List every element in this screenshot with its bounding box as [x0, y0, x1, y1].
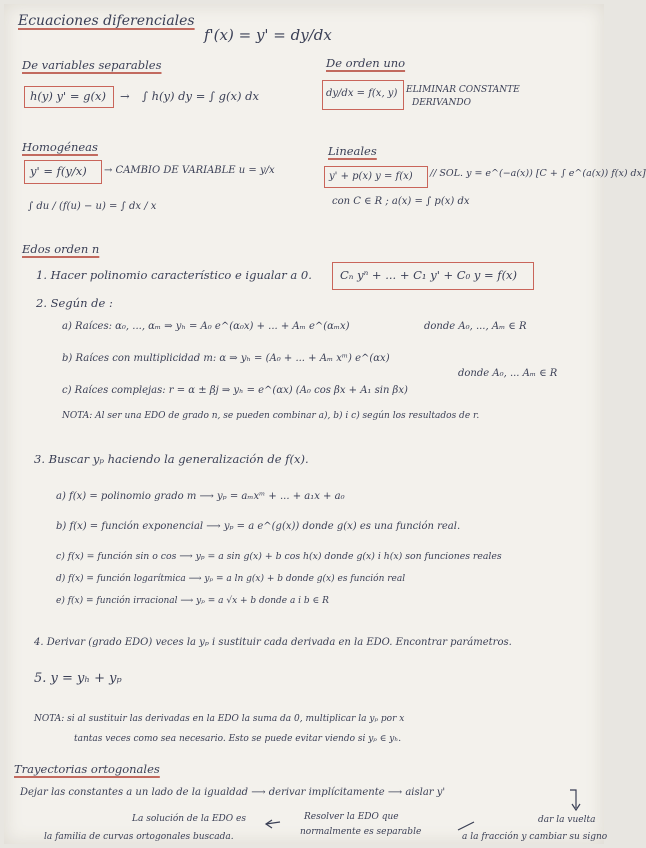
- trajectories-right-3: a la fracción y cambiar su signo: [462, 832, 608, 842]
- derivative-formula: f'(x) = y' = dy/dx: [204, 26, 332, 44]
- step-4: 4. Derivar (grado EDO) veces la yₚ i sustituir cada derivada en la EDO. Encontrar parámetros.: [34, 637, 512, 648]
- trajectories-mid-3: normalmente es separable: [300, 827, 422, 837]
- order-n-step-1: 1. Hacer polinomio característico e igualar a 0.: [36, 268, 312, 282]
- general-equation: Cₙ yⁿ + ... + C₁ y' + C₀ y = f(x): [340, 268, 518, 282]
- note-2-line-2: tantas veces como sea necesario. Esto se puede evitar viendo si yₚ ∈ yₕ.: [74, 734, 402, 744]
- first-order-note-2: DERIVANDO: [412, 98, 471, 108]
- trajectories-left-2: La solución de la EDO es: [132, 814, 246, 824]
- linear-solution: // SOL. y = e^(−a(x)) [C + ∫ e^(a(x)) f(x) dx]: [430, 168, 646, 179]
- linear-equation: y' + p(x) y = f(x): [329, 171, 413, 182]
- trajectories-line-1: Dejar las constantes a un lado de la igualdad ⟶ derivar implícitamente ⟶ aislar y': [20, 787, 446, 798]
- first-order-note-1: ELIMINAR CONSTANTE: [406, 85, 520, 95]
- step-3: 3. Buscar yₚ haciendo la generalización de f(x).: [34, 452, 309, 466]
- separable-heading: De variables separables: [22, 58, 162, 72]
- trajectories-mid-2: Resolver la EDO que: [304, 812, 399, 822]
- homogeneous-heading: Homogéneas: [22, 140, 98, 154]
- linear-condition: con C ∈ R ; a(x) = ∫ p(x) dx: [332, 196, 470, 207]
- case-b-condition: donde A₀, ... Aₘ ∈ R: [458, 368, 558, 379]
- linear-heading: Lineales: [328, 144, 377, 158]
- first-order-equation: dy/dx = f(x, y): [326, 88, 398, 99]
- step-3-item-a: a) f(x) = polinomio grado m ⟶ yₚ = aₘxᵐ + ... + a₁x + a₀: [56, 491, 345, 502]
- case-b: b) Raíces con multiplicidad m: α ⇒ yₕ = (A₀ + ... + Aₘ xᵐ) e^(αx): [62, 353, 390, 364]
- homogeneous-equation: y' = f(y/x): [30, 164, 87, 178]
- trajectories-heading: Trayectorias ortogonales: [14, 762, 160, 776]
- case-a: a) Raíces: α₀, ..., αₘ ⇒ yₕ = A₀ e^(α₀x) + ... + Aₘ e^(αₘx): [62, 321, 350, 332]
- step-3-item-d: d) f(x) = función logarítmica ⟶ yₚ = a ln g(x) + b donde g(x) es función real: [56, 574, 406, 584]
- trajectories-right-2: dar la vuelta: [538, 815, 596, 825]
- flow-arrows: [4, 4, 604, 844]
- order-n-note: NOTA: Al ser una EDO de grado n, se pueden combinar a), b) i c) según los resultados de r.: [62, 411, 480, 421]
- homogeneous-integral: ∫ du / (f(u) − u) = ∫ dx / x: [28, 201, 157, 212]
- step-3-item-b: b) f(x) = función exponencial ⟶ yₚ = a e^(g(x)) donde g(x) es una función real.: [56, 521, 461, 532]
- step-3-item-c: c) f(x) = función sin o cos ⟶ yₚ = a sin g(x) + b cos h(x) donde g(x) i h(x) son funciones reales: [56, 551, 502, 562]
- first-order-heading: De orden uno: [326, 56, 406, 70]
- step-3-item-e: e) f(x) = función irracional ⟶ yₚ = a √x + b donde a i b ∈ R: [56, 596, 329, 606]
- trajectories-left-3: la familia de curvas ortogonales buscada.: [44, 832, 234, 842]
- case-a-condition: donde A₀, ..., Aₘ ∈ R: [424, 321, 527, 332]
- order-n-step-2: 2. Según de :: [36, 296, 113, 310]
- order-n-heading: Edos orden n: [22, 242, 100, 256]
- case-c: c) Raíces complejas: r = α ± βj ⇒ yₕ = e^(αx) (A₀ cos βx + A₁ sin βx): [62, 385, 408, 396]
- separable-equation: h(y) y' = g(x): [30, 89, 106, 103]
- page-title: Ecuaciones diferenciales: [18, 13, 195, 29]
- homogeneous-note: → CAMBIO DE VARIABLE u = y/x: [104, 165, 275, 176]
- separable-arrow: →: [120, 89, 130, 103]
- note-2-line-1: NOTA: si al sustituir las derivadas en la EDO la suma da 0, multiplicar la yₚ por x: [34, 714, 405, 724]
- step-5: 5. y = yₕ + yₚ: [34, 671, 122, 686]
- notebook-page: [4, 4, 646, 844]
- separable-integral: ∫ h(y) dy = ∫ g(x) dx: [142, 89, 259, 103]
